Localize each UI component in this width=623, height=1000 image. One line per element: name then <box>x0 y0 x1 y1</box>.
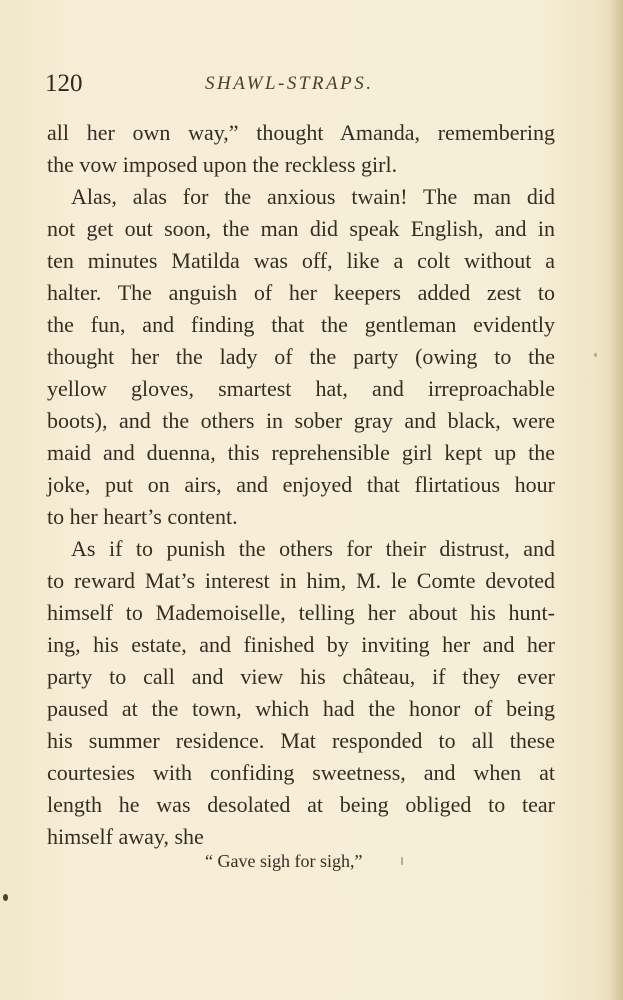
page-number: 120 <box>45 70 83 97</box>
text-line: boots), and the others in sober gray and black, were <box>47 408 555 433</box>
text-line: himself away, she <box>47 824 204 849</box>
verse-quote: “ Gave sigh for sigh,” <box>205 851 363 871</box>
text-line: the fun, and finding that the gentleman evidently <box>47 312 555 337</box>
running-head <box>45 70 555 100</box>
text-line: ing, his estate, and finished by inviting her and her <box>47 632 555 657</box>
text-line: the vow imposed upon the reckless girl. <box>47 152 398 177</box>
text-line: maid and duenna, this reprehensible girl kept up the <box>47 440 555 465</box>
text-line: yellow gloves, smartest hat, and irreproachable <box>47 376 555 401</box>
text-line: joke, put on airs, and enjoyed that flirtatious hour <box>47 472 555 497</box>
text-line: all her own way,” thought Amanda, remembering <box>47 120 555 145</box>
text-line: to her heart’s content. <box>47 504 238 529</box>
body-text <box>47 117 555 853</box>
text-line: paused at the town, which had the honor of being <box>47 696 555 721</box>
text-line: length he was desolated at being obliged to tear <box>47 792 555 817</box>
text-line: As if to punish the others for their distrust, and <box>71 536 555 561</box>
running-title: SHAWL-STRAPS. <box>205 73 374 94</box>
text-line: Alas, alas for the anxious twain! The man did <box>71 184 555 209</box>
text-line: himself to Mademoiselle, telling her about his hunt- <box>47 600 555 625</box>
text-line: party to call and view his château, if they ever <box>47 664 555 689</box>
text-line: his summer residence. Mat responded to all these <box>47 728 555 753</box>
text-line: ten minutes Matilda was off, like a colt without a <box>47 248 555 273</box>
ink-speck <box>401 857 403 865</box>
ink-speck <box>594 353 597 357</box>
text-line: courtesies with confiding sweetness, and when at <box>47 760 555 785</box>
text-line: not get out soon, the man did speak English, and in <box>47 216 555 241</box>
text-line: to reward Mat’s interest in him, M. le Comte devoted <box>47 568 555 593</box>
text-line: halter. The anguish of her keepers added zest to <box>47 280 555 305</box>
ink-speck <box>3 894 8 901</box>
text-line: thought her the lady of the party (owing to the <box>47 344 555 369</box>
page-edge-shadow <box>609 0 623 1000</box>
